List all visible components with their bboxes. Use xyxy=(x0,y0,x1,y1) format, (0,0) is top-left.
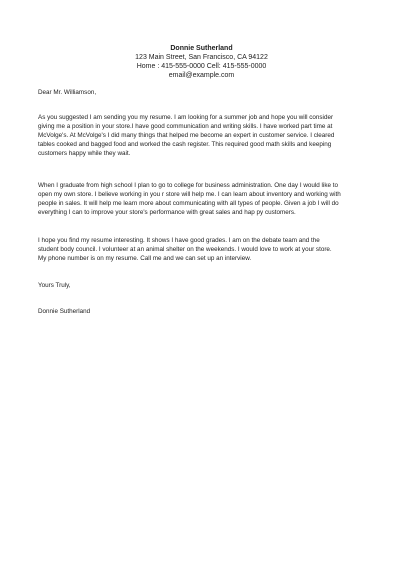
paragraph-1 xyxy=(38,113,368,158)
paragraph-3-line: My phone number is on my resume. Call me and we can set up an interview. xyxy=(38,255,252,262)
paragraph-2-line: When I graduate from high school I plan to go to college for business administration. One day I would like to xyxy=(38,182,338,189)
sender-address: 123 Main Street, San Francisco, CA 94122 xyxy=(135,54,268,61)
paragraph-1-line: McVolge's. At McVolge's I did many things that helped me become an expert in customer service. I cleared xyxy=(38,132,335,139)
sender-name: Donnie Sutherland xyxy=(170,45,233,52)
paragraph-2 xyxy=(38,181,368,217)
paragraph-1-line: As you suggested I am sending you my resume. I am looking for a summer job and hope you will consider xyxy=(38,114,334,121)
paragraph-2-line: people in sales. It will help me learn more about communicating with all types of people. Given a job I will do xyxy=(38,200,339,207)
paragraph-3-line: student body council. I volunteer at an animal shelter on the weekends. I would love to work at your store. xyxy=(38,246,332,253)
sender-phones: Home : 415-555-0000 Cell: 415-555-0000 xyxy=(136,63,267,70)
paragraph-3-line: I hope you find my resume interesting. It shows I have good grades. I am on the debate team and the xyxy=(38,237,320,244)
closing: Yours Truly, xyxy=(38,282,71,289)
paragraph-2-line: open my own store. I believe working in you r store will help me. I can learn about inventory and working with xyxy=(38,191,341,198)
paragraph-3 xyxy=(38,236,368,263)
sender-email: email@example.com xyxy=(168,72,235,79)
paragraph-1-line: tables cooked and bagged food and worked the cash register. This required good math skills and keeping xyxy=(38,141,332,148)
signature: Donnie Sutherland xyxy=(38,308,91,315)
salutation: Dear Mr. Williamson, xyxy=(38,89,97,96)
sender-header xyxy=(0,44,403,80)
paragraph-1-line: giving me a position in your store.I have good communication and writing skills. I have worked part time at xyxy=(38,123,333,130)
paragraph-2-line: everything I can to improve your store's performance with great sales and hap py customers. xyxy=(38,209,296,216)
paragraph-1-line: customers happy while they wait. xyxy=(38,150,131,157)
